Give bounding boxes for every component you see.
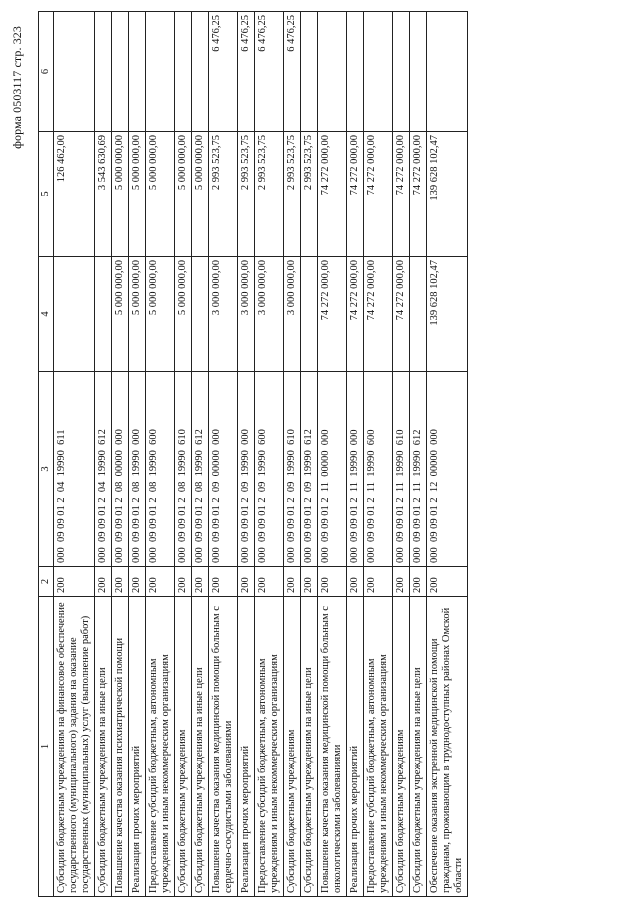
row-unexecuted-amount: 6 476,25 bbox=[284, 12, 301, 132]
row-classification-code: 000 09 09 01 2 11 19990 600 bbox=[364, 372, 393, 567]
row-line-code: 200 bbox=[209, 567, 238, 597]
row-executed-amount: 74 272 000,00 bbox=[318, 132, 347, 257]
row-name: Субсидии бюджетным учреждениям на иные цели bbox=[95, 597, 112, 897]
row-unexecuted-amount bbox=[175, 12, 192, 132]
row-line-code: 200 bbox=[192, 567, 209, 597]
row-line-code: 200 bbox=[318, 567, 347, 597]
row-line-code: 200 bbox=[393, 567, 410, 597]
row-executed-amount: 74 272 000,00 bbox=[410, 132, 427, 257]
row-line-code: 200 bbox=[255, 567, 284, 597]
table-body bbox=[54, 12, 468, 897]
row-approved-amount: 3 000 000,00 bbox=[284, 257, 301, 372]
row-unexecuted-amount bbox=[129, 12, 146, 132]
row-classification-code: 000 09 09 01 2 11 00000 000 bbox=[318, 372, 347, 567]
row-name: Предоставление субсидий бюджетным, автономным учреждениям и иным некоммерческим организациям bbox=[255, 597, 284, 897]
row-unexecuted-amount bbox=[146, 12, 175, 132]
row-approved-amount bbox=[301, 257, 318, 372]
row-executed-amount: 2 993 523,75 bbox=[238, 132, 255, 257]
row-classification-code: 000 09 09 01 2 08 19990 612 bbox=[192, 372, 209, 567]
row-unexecuted-amount: 6 476,25 bbox=[238, 12, 255, 132]
row-approved-amount: 5 000 000,00 bbox=[112, 257, 129, 372]
row-unexecuted-amount: 6 476,25 bbox=[255, 12, 284, 132]
row-line-code: 200 bbox=[146, 567, 175, 597]
row-approved-amount bbox=[410, 257, 427, 372]
row-executed-amount: 5 000 000,00 bbox=[192, 132, 209, 257]
row-name: Субсидии бюджетным учреждениям bbox=[284, 597, 301, 897]
row-line-code: 200 bbox=[347, 567, 364, 597]
table-row bbox=[393, 12, 410, 897]
row-unexecuted-amount bbox=[318, 12, 347, 132]
row-classification-code: 000 09 09 01 2 11 19990 610 bbox=[393, 372, 410, 567]
row-executed-amount: 3 543 630,69 bbox=[95, 132, 112, 257]
row-name: Субсидии бюджетным учреждениям bbox=[393, 597, 410, 897]
row-name: Субсидии бюджетным учреждениям bbox=[175, 597, 192, 897]
row-unexecuted-amount bbox=[427, 12, 468, 132]
row-line-code: 200 bbox=[95, 567, 112, 597]
row-unexecuted-amount bbox=[410, 12, 427, 132]
row-classification-code: 000 09 09 01 2 11 19990 000 bbox=[347, 372, 364, 567]
row-classification-code: 000 09 09 01 2 09 19990 612 bbox=[301, 372, 318, 567]
row-classification-code: 000 09 09 01 2 08 19990 600 bbox=[146, 372, 175, 567]
row-classification-code: 000 09 09 01 2 12 00000 000 bbox=[427, 372, 468, 567]
row-classification-code: 000 09 09 01 2 04 19990 612 bbox=[95, 372, 112, 567]
row-approved-amount bbox=[192, 257, 209, 372]
row-name: Реализация прочих мероприятий bbox=[129, 597, 146, 897]
row-line-code: 200 bbox=[238, 567, 255, 597]
row-approved-amount bbox=[54, 257, 95, 372]
row-line-code: 200 bbox=[364, 567, 393, 597]
row-approved-amount: 74 272 000,00 bbox=[318, 257, 347, 372]
row-unexecuted-amount bbox=[54, 12, 95, 132]
row-approved-amount: 5 000 000,00 bbox=[129, 257, 146, 372]
row-executed-amount: 139 628 102,47 bbox=[427, 132, 468, 257]
table-row bbox=[238, 12, 255, 897]
row-classification-code: 000 09 09 01 2 09 19990 600 bbox=[255, 372, 284, 567]
row-name: Предоставление субсидий бюджетным, автономным учреждениям и иным некоммерческим организациям bbox=[364, 597, 393, 897]
table-row bbox=[175, 12, 192, 897]
row-classification-code: 000 09 09 01 2 09 19990 000 bbox=[238, 372, 255, 567]
row-name: Субсидии бюджетным учреждениям на иные цели bbox=[410, 597, 427, 897]
row-approved-amount: 139 628 102,47 bbox=[427, 257, 468, 372]
row-line-code: 200 bbox=[427, 567, 468, 597]
column-number: 5 bbox=[39, 132, 54, 257]
row-line-code: 200 bbox=[301, 567, 318, 597]
row-name: Реализация прочих мероприятий bbox=[347, 597, 364, 897]
table-row bbox=[410, 12, 427, 897]
row-approved-amount: 5 000 000,00 bbox=[146, 257, 175, 372]
row-unexecuted-amount bbox=[347, 12, 364, 132]
form-label: форма 0503117 стр. 323 bbox=[10, 26, 24, 149]
column-number: 3 bbox=[39, 372, 54, 567]
row-approved-amount: 74 272 000,00 bbox=[347, 257, 364, 372]
budget-table bbox=[38, 11, 468, 897]
row-executed-amount: 5 000 000,00 bbox=[175, 132, 192, 257]
row-name: Реализация прочих мероприятий bbox=[238, 597, 255, 897]
table-row bbox=[427, 12, 468, 897]
row-executed-amount: 74 272 000,00 bbox=[364, 132, 393, 257]
table-row bbox=[318, 12, 347, 897]
row-name: Повышение качества оказания медицинской помощи больным с онкологическими заболеваниями bbox=[318, 597, 347, 897]
row-line-code: 200 bbox=[129, 567, 146, 597]
row-name: Предоставление субсидий бюджетным, автономным учреждениям и иным некоммерческим организациям bbox=[146, 597, 175, 897]
row-approved-amount: 74 272 000,00 bbox=[364, 257, 393, 372]
row-name: Субсидии бюджетным учреждениям на иные цели bbox=[192, 597, 209, 897]
row-name: Субсидии бюджетным учреждениям на финансовое обеспечение государственного (муниципального) задания на оказание государственных (муниципальных) услуг (выполнение работ) bbox=[54, 597, 95, 897]
row-name: Повышение качества оказания психиатрической помощи bbox=[112, 597, 129, 897]
column-number: 4 bbox=[39, 257, 54, 372]
row-line-code: 200 bbox=[54, 567, 95, 597]
table-row bbox=[54, 12, 95, 897]
row-line-code: 200 bbox=[175, 567, 192, 597]
table-row bbox=[301, 12, 318, 897]
row-classification-code: 000 09 09 01 2 11 19990 612 bbox=[410, 372, 427, 567]
table-row bbox=[364, 12, 393, 897]
row-unexecuted-amount bbox=[95, 12, 112, 132]
table-row bbox=[284, 12, 301, 897]
row-executed-amount: 2 993 523,75 bbox=[255, 132, 284, 257]
row-classification-code: 000 09 09 01 2 04 19990 611 bbox=[54, 372, 95, 567]
column-number: 6 bbox=[39, 12, 54, 132]
row-unexecuted-amount: 6 476,25 bbox=[209, 12, 238, 132]
row-executed-amount: 5 000 000,00 bbox=[112, 132, 129, 257]
row-executed-amount: 2 993 523,75 bbox=[301, 132, 318, 257]
row-classification-code: 000 09 09 01 2 08 19990 000 bbox=[129, 372, 146, 567]
row-classification-code: 000 09 09 01 2 09 19990 610 bbox=[284, 372, 301, 567]
row-executed-amount: 74 272 000,00 bbox=[347, 132, 364, 257]
row-executed-amount: 74 272 000,00 bbox=[393, 132, 410, 257]
row-approved-amount: 3 000 000,00 bbox=[238, 257, 255, 372]
row-name: Обеспечение оказания экстренной медицинской помощи гражданам, проживающим в труднодоступных районах Омской области bbox=[427, 597, 468, 897]
row-executed-amount: 2 993 523,75 bbox=[284, 132, 301, 257]
row-approved-amount: 3 000 000,00 bbox=[255, 257, 284, 372]
table-row bbox=[347, 12, 364, 897]
row-approved-amount: 3 000 000,00 bbox=[209, 257, 238, 372]
table-row bbox=[112, 12, 129, 897]
row-approved-amount: 5 000 000,00 bbox=[175, 257, 192, 372]
table-row bbox=[129, 12, 146, 897]
row-name: Субсидии бюджетным учреждениям на иные цели bbox=[301, 597, 318, 897]
column-number-row bbox=[39, 12, 54, 897]
row-executed-amount: 5 000 000,00 bbox=[129, 132, 146, 257]
table-row bbox=[209, 12, 238, 897]
row-executed-amount: 5 000 000,00 bbox=[146, 132, 175, 257]
row-unexecuted-amount bbox=[192, 12, 209, 132]
row-unexecuted-amount bbox=[364, 12, 393, 132]
row-executed-amount: 126 462,00 bbox=[54, 132, 95, 257]
row-line-code: 200 bbox=[112, 567, 129, 597]
column-number: 1 bbox=[39, 597, 54, 897]
row-classification-code: 000 09 09 01 2 09 00000 000 bbox=[209, 372, 238, 567]
row-line-code: 200 bbox=[284, 567, 301, 597]
row-approved-amount bbox=[95, 257, 112, 372]
column-number: 2 bbox=[39, 567, 54, 597]
row-unexecuted-amount bbox=[112, 12, 129, 132]
table-row bbox=[192, 12, 209, 897]
row-classification-code: 000 09 09 01 2 08 00000 000 bbox=[112, 372, 129, 567]
row-classification-code: 000 09 09 01 2 08 19990 610 bbox=[175, 372, 192, 567]
row-unexecuted-amount bbox=[301, 12, 318, 132]
table-row bbox=[95, 12, 112, 897]
row-line-code: 200 bbox=[410, 567, 427, 597]
row-executed-amount: 2 993 523,75 bbox=[209, 132, 238, 257]
row-name: Повышение качества оказания медицинской помощи больным с сердечно-сосудистыми заболеваниями bbox=[209, 597, 238, 897]
table-row bbox=[146, 12, 175, 897]
row-approved-amount: 74 272 000,00 bbox=[393, 257, 410, 372]
row-unexecuted-amount bbox=[393, 12, 410, 132]
table-row bbox=[255, 12, 284, 897]
